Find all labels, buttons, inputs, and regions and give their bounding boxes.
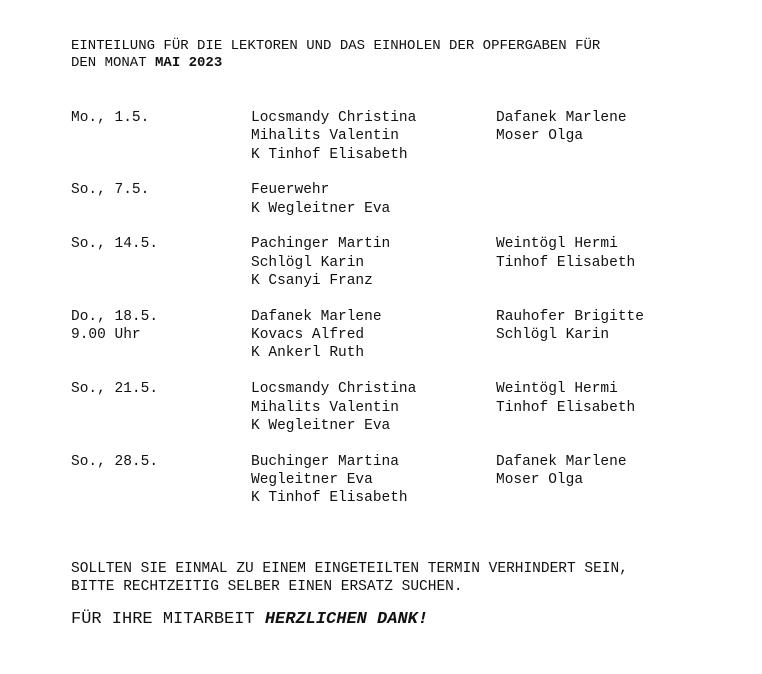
entry-lectors-line: Mihalits Valentin	[251, 399, 399, 416]
entry-offering-collectors-line: Dafanek Marlene	[496, 453, 627, 470]
schedule-entry	[71, 109, 731, 164]
entry-lectors-line: K Wegleitner Eva	[251, 200, 391, 217]
entry-lectors-line: Locsmandy Christina	[251, 110, 417, 126]
schedule-entry	[71, 380, 731, 435]
entry-date-line: Do., 18.5.	[71, 308, 159, 325]
title-line-2-prefix: DEN MONAT	[71, 55, 156, 71]
entry-date-line: So., 21.5.	[71, 381, 159, 398]
entry-date	[71, 380, 251, 435]
entry-date-line: So., 14.5.	[71, 236, 159, 253]
entry-offering-collectors-line: Moser Olga	[496, 128, 584, 145]
entry-lectors-line: Mihalits Valentin	[251, 128, 399, 145]
notice-line-2: BITTE RECHTZEITIG SELBER EINEN ERSATZ SUCHEN.	[71, 579, 463, 596]
schedule-list	[71, 109, 731, 508]
entry-lectors	[251, 181, 496, 218]
entry-offering-collectors-line: Moser Olga	[496, 471, 584, 488]
entry-offering-collectors	[496, 453, 731, 508]
entry-lectors-line: K Csanyi Franz	[251, 273, 373, 290]
entry-lectors-line: Schlögl Karin	[251, 254, 365, 271]
document-page	[71, 38, 731, 629]
entry-date	[71, 308, 251, 363]
entry-lectors-line: K Tinhof Elisabeth	[251, 146, 408, 163]
schedule-entry	[71, 308, 731, 363]
entry-date	[71, 235, 251, 290]
entry-offering-collectors-line: Tinhof Elisabeth	[496, 399, 636, 416]
schedule-entry	[71, 181, 731, 218]
entry-lectors-line: K Ankerl Ruth	[251, 345, 365, 362]
entry-lectors	[251, 235, 496, 290]
entry-lectors-line: Locsmandy Christina	[251, 381, 417, 398]
entry-offering-collectors-line: Dafanek Marlene	[496, 110, 627, 126]
entry-date	[71, 181, 251, 218]
entry-offering-collectors	[496, 308, 731, 363]
entry-offering-collectors	[496, 380, 731, 435]
schedule-entry	[71, 235, 731, 290]
entry-date	[71, 109, 251, 164]
entry-date-line: So., 28.5.	[71, 453, 159, 470]
entry-lectors-line: Feuerwehr	[251, 182, 330, 199]
thanks-text	[71, 610, 428, 630]
entry-offering-collectors-line: Schlögl Karin	[496, 327, 610, 344]
schedule-entry	[71, 453, 731, 508]
entry-offering-collectors-line: Weintögl Hermi	[496, 236, 618, 253]
document-title	[71, 38, 731, 72]
notice-line-1: SOLLTEN SIE EINMAL ZU EINEM EINGETEILTEN TERMIN VERHINDERT SEIN,	[71, 561, 628, 577]
title-month: MAI 2023	[155, 55, 223, 71]
entry-lectors-line: Dafanek Marlene	[251, 308, 382, 325]
entry-lectors	[251, 453, 496, 508]
entry-lectors-line: Wegleitner Eva	[251, 471, 373, 488]
entry-lectors	[251, 308, 496, 363]
entry-lectors-line: Kovacs Alfred	[251, 327, 365, 344]
entry-offering-collectors	[496, 235, 731, 290]
notice-text	[71, 560, 628, 597]
entry-lectors	[251, 109, 496, 164]
entry-date-line: 9.00 Uhr	[71, 327, 141, 344]
entry-lectors	[251, 380, 496, 435]
entry-lectors-line: K Wegleitner Eva	[251, 417, 391, 434]
entry-offering-collectors-line: Rauhofer Brigitte	[496, 308, 644, 325]
entry-offering-collectors-line: Weintögl Hermi	[496, 381, 618, 398]
entry-offering-collectors-line: Tinhof Elisabeth	[496, 254, 636, 271]
thanks-prefix: FÜR IHRE MITARBEIT	[71, 610, 265, 629]
entry-lectors-line: K Tinhof Elisabeth	[251, 490, 408, 507]
entry-date-line: So., 7.5.	[71, 182, 150, 199]
title-line-1: EINTEILUNG FÜR DIE LEKTOREN UND DAS EINHOLEN DER OPFERGABEN FÜR	[71, 38, 601, 54]
entry-offering-collectors	[496, 181, 731, 218]
thanks-emphasis: HERZLICHEN DANK!	[264, 610, 429, 629]
entry-date-line: Mo., 1.5.	[71, 110, 150, 126]
entry-date	[71, 453, 251, 508]
entry-lectors-line: Pachinger Martin	[251, 236, 391, 253]
entry-lectors-line: Buchinger Martina	[251, 453, 399, 470]
entry-offering-collectors	[496, 109, 731, 164]
